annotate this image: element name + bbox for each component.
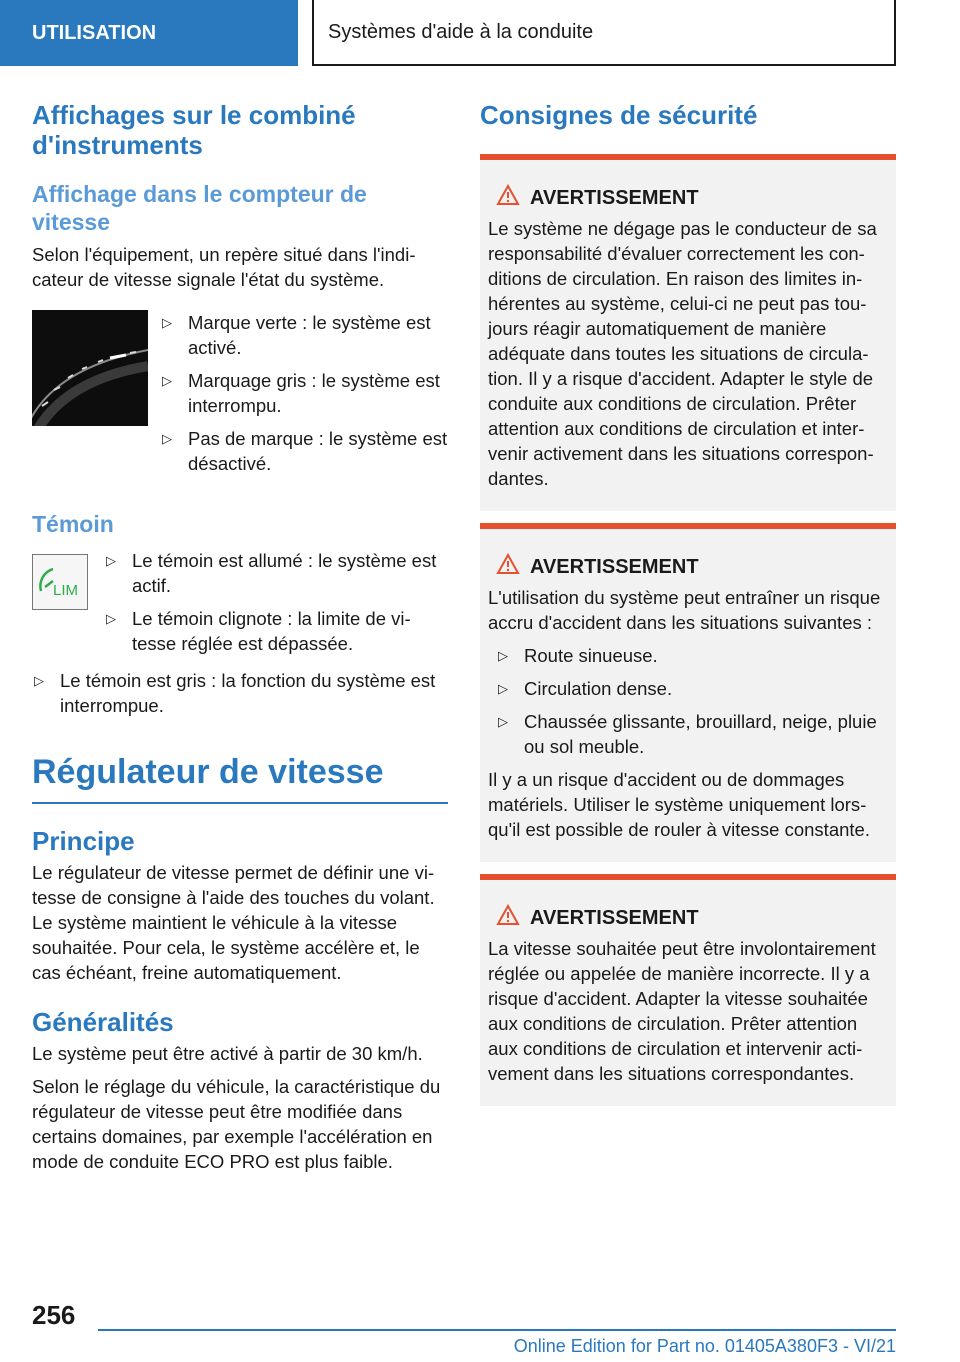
temoin-list bbox=[104, 548, 448, 664]
warning-2-list bbox=[496, 643, 888, 759]
warning-header bbox=[488, 184, 888, 212]
triangle-bullet-icon: ▷ bbox=[106, 611, 116, 626]
list-item: ▷ Marquage gris : le système est interrompu. bbox=[162, 370, 440, 416]
warning-text-3: La vitesse souhaitée peut être involontairement réglée ou appelée de manière incorrecte. Il y a risque d'accident. Adapter la vitesse souhaitée aux conditions de circulation. Prêter attention aux conditions de circulation et intervenir activement dans les situations correspondantes. bbox=[488, 938, 876, 1084]
triangle-bullet-icon: ▷ bbox=[162, 373, 172, 388]
page-number: 256 bbox=[32, 1300, 76, 1330]
heading-affichages: Affichages sur le combiné d'instruments bbox=[32, 100, 356, 160]
heading-regulateur: Régulateur de vitesse bbox=[32, 753, 384, 791]
warning-header bbox=[488, 553, 888, 581]
triangle-bullet-icon: ▷ bbox=[106, 553, 116, 568]
text-generalites-1: Le système peut être activé à partir de 30 km/h. bbox=[32, 1043, 423, 1064]
list-item: ▷ Marque verte : le système est activé. bbox=[162, 312, 431, 358]
triangle-bullet-icon: ▷ bbox=[498, 714, 508, 729]
warning-box-1 bbox=[480, 154, 896, 511]
compteur-list bbox=[160, 310, 448, 484]
warning-triangle-icon bbox=[496, 904, 520, 932]
warning-triangle-icon bbox=[496, 553, 520, 581]
warning-header bbox=[488, 904, 888, 932]
list-item: ▷ Route sinueuse. bbox=[498, 645, 658, 666]
section-tab bbox=[0, 0, 298, 66]
lim-label: LIM bbox=[53, 582, 79, 599]
warning-text-2-intro: L'utilisation du système peut entraîner un risque accru d'accident dans les situations suivantes : bbox=[488, 587, 881, 633]
triangle-bullet-icon: ▷ bbox=[498, 681, 508, 696]
warning-label: AVERTISSEMENT bbox=[530, 555, 699, 578]
heading-consignes: Consignes de sécurité bbox=[480, 100, 758, 130]
heading-compteur: Affichage dans le compteur de vitesse bbox=[32, 181, 367, 235]
heading-generalites: Généralités bbox=[32, 1007, 174, 1037]
triangle-bullet-icon: ▷ bbox=[34, 673, 44, 688]
header-title bbox=[312, 0, 896, 66]
text-principe: Le régulateur de vitesse permet de définir une vitesse de consigne à l'aide des touches du volant. Le système maintient le véhicule à la vitesse souhaitée. Pour cela, le système accélère et, le cas échéant, freine automatiquement. bbox=[32, 862, 435, 983]
lim-indicator-icon bbox=[32, 554, 88, 610]
heading-rule bbox=[32, 802, 448, 804]
heading-temoin: Témoin bbox=[32, 511, 114, 537]
triangle-bullet-icon: ▷ bbox=[162, 315, 172, 330]
warning-box-3 bbox=[480, 874, 896, 1106]
temoin-extra-list bbox=[32, 668, 448, 718]
list-item: ▷ Le témoin clignote : la limite de vitesse réglée est dépassée. bbox=[106, 608, 411, 654]
warning-label: AVERTISSEMENT bbox=[530, 186, 699, 209]
text-compteur: Selon l'équipement, un repère situé dans l'indicateur de vitesse signale l'état du système. bbox=[32, 244, 416, 290]
compteur-figure-row bbox=[32, 310, 448, 484]
text-generalites-2: Selon le réglage du véhicule, la caractéristique du régulateur de vitesse peut être modifiée dans certains domaines, par exemple l'accélération en mode de conduite ECO PRO est plus faible. bbox=[32, 1076, 441, 1172]
warning-box-2 bbox=[480, 523, 896, 862]
footer-rule bbox=[98, 1329, 896, 1331]
warning-text-2-outro: Il y a un risque d'accident ou de dommages matériels. Utiliser le système uniquement lorsqu'il est possible de rouler à vitesse constante. bbox=[488, 769, 870, 840]
chapter-title: Systèmes d'aide à la conduite bbox=[328, 20, 594, 43]
heading-principe: Principe bbox=[32, 826, 135, 856]
speedometer-image bbox=[32, 310, 148, 426]
warning-triangle-icon bbox=[496, 184, 520, 212]
list-item: ▷ Chaussée glissante, brouillard, neige, pluie ou sol meuble. bbox=[498, 711, 877, 757]
warning-label: AVERTISSEMENT bbox=[530, 906, 699, 929]
list-item: ▷ Circulation dense. bbox=[498, 678, 673, 699]
section-label: UTILISATION bbox=[32, 21, 157, 44]
edition-text: Online Edition for Part no. 01405A380F3 - VI/21 bbox=[513, 1336, 896, 1356]
triangle-bullet-icon: ▷ bbox=[498, 648, 508, 663]
temoin-figure-row bbox=[32, 548, 448, 664]
list-item: ▷ Le témoin est allumé : le système est actif. bbox=[106, 550, 437, 596]
list-item: ▷ Pas de marque : le système est désactivé. bbox=[162, 428, 448, 474]
left-column bbox=[32, 100, 448, 1174]
warning-text-1: Le système ne dégage pas le conducteur de sa responsabilité d'évaluer correctement les conditions de circulation. En raison des limites inhérentes au système, celui-ci ne peut pas toujours réagir automatiquement de manière adéquate dans toutes les situations de circulation. Il y a risque d'accident. Adapter le style de conduite aux conditions de circulation. Prêter attention aux conditions de circulation et intervenir activement dans les situations correspondantes. bbox=[488, 218, 877, 489]
list-item: ▷ Le témoin est gris : la fonction du système est interrompue. bbox=[34, 670, 436, 716]
right-column bbox=[480, 100, 896, 1106]
triangle-bullet-icon: ▷ bbox=[162, 431, 172, 446]
